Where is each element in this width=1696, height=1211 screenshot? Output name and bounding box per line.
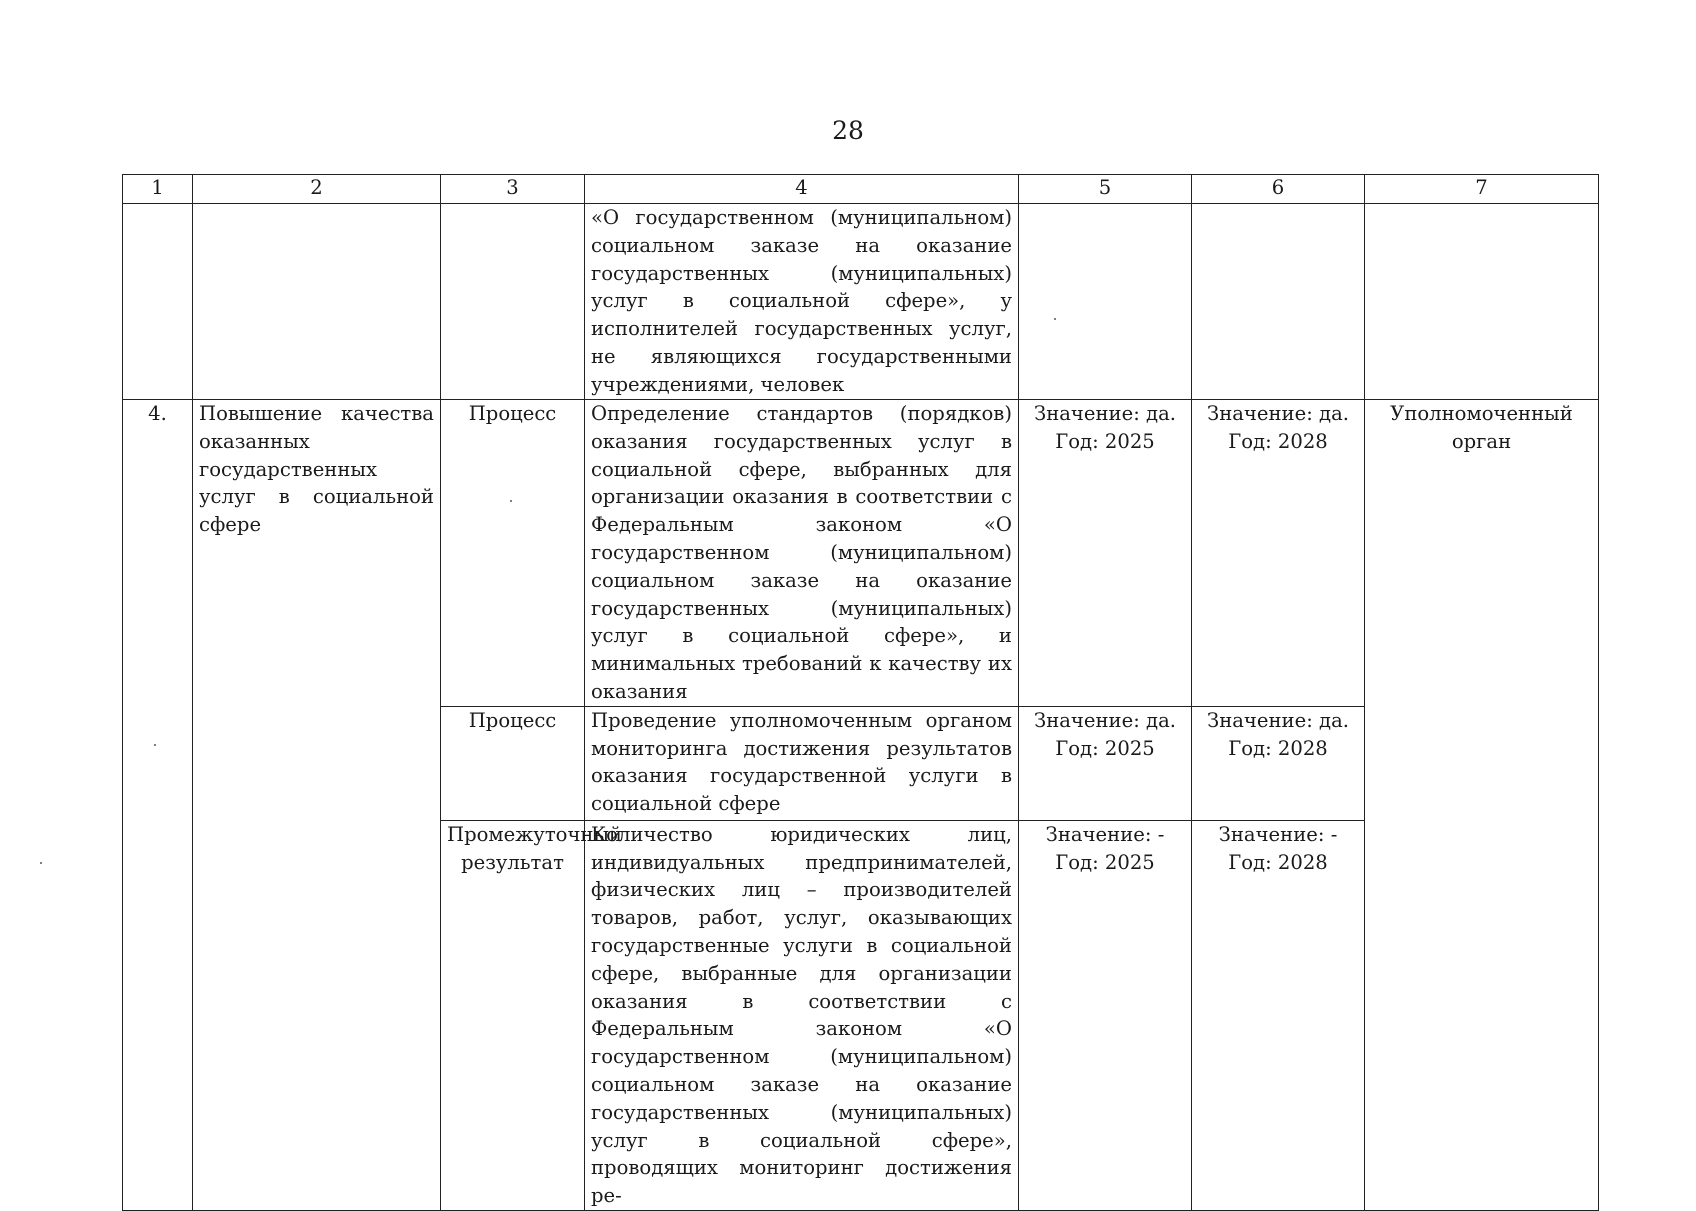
header-col-4: 4 [585, 175, 1019, 204]
header-col-2: 2 [193, 175, 441, 204]
item-base-value-3: Значение: - [1045, 822, 1165, 846]
item-target-year-1: Год: 2028 [1228, 429, 1328, 453]
continuation-cell-7 [1365, 204, 1599, 400]
measures-table [122, 174, 1599, 1211]
item-type-1: Процесс [441, 400, 585, 707]
item-target-2 [1192, 706, 1365, 820]
item-description-1: Определение стандартов (порядков) оказания государственных услуг в социальной сфере, выбранных для организации оказания в соответствии с Федеральным законом «О государственном (муниципальном) социальном заказе на оказание государственных (муниципальных) услуг в социальной сфере», и минимальных требований к качеству их оказания [585, 400, 1019, 707]
continuation-cell-3 [441, 204, 585, 400]
item-type-2: Процесс [441, 706, 585, 820]
item-base-year-2: Год: 2025 [1055, 736, 1155, 760]
continuation-row [123, 204, 1599, 400]
responsible-organ: Уполномоченный орган [1365, 400, 1599, 1211]
scan-speck [510, 500, 512, 502]
item-row-1 [123, 400, 1599, 707]
header-col-3: 3 [441, 175, 585, 204]
item-base-value-2: Значение: да. [1033, 708, 1177, 732]
item-target-1 [1192, 400, 1365, 707]
header-col-7: 7 [1365, 175, 1599, 204]
item-base-1 [1019, 400, 1192, 707]
item-target-value-3: Значение: - [1218, 822, 1338, 846]
item-base-year-3: Год: 2025 [1055, 850, 1155, 874]
continuation-description: «О государственном (муниципальном) социальном заказе на оказание государственных (муниципальных) услуг в социальной сфере», у исполнителей государственных услуг, не являющихся государственными учреждениями, человек [585, 204, 1019, 400]
header-col-1: 1 [123, 175, 193, 204]
item-description-2: Проведение уполномоченным органом мониторинга достижения результатов оказания государственной услуги в социальной сфере [585, 706, 1019, 820]
continuation-cell-1 [123, 204, 193, 400]
continuation-cell-2 [193, 204, 441, 400]
item-base-year-1: Год: 2025 [1055, 429, 1155, 453]
item-target-year-2: Год: 2028 [1228, 736, 1328, 760]
item-type-3: Промежуточный результат [441, 820, 585, 1210]
item-target-value-2: Значение: да. [1206, 708, 1350, 732]
header-row [123, 175, 1599, 204]
continuation-cell-6 [1192, 204, 1365, 400]
item-target-year-3: Год: 2028 [1228, 850, 1328, 874]
header-col-6: 6 [1192, 175, 1365, 204]
scan-speck [1054, 318, 1056, 320]
item-target-3 [1192, 820, 1365, 1210]
item-base-3 [1019, 820, 1192, 1210]
row-number: 4. [123, 400, 193, 1211]
scan-speck [154, 744, 156, 746]
scan-speck [40, 862, 42, 864]
continuation-cell-5 [1019, 204, 1192, 400]
header-col-5: 5 [1019, 175, 1192, 204]
item-target-value-1: Значение: да. [1206, 402, 1350, 425]
page-number: 28 [832, 116, 864, 145]
item-base-2 [1019, 706, 1192, 820]
item-description-3: Количество юридических лиц, индивидуальных предпринимателей, физических лиц – производителей товаров, работ, услуг, оказывающих государственные услуги в социальной сфере, выбранные для организации оказания в соответствии с Федеральным законом «О государственном (муниципальном) социальном заказе на оказание государственных (муниципальных) услуг в социальной сфере», проводящих мониторинг достижения ре- [585, 820, 1019, 1210]
task-name: Повышение качества оказанных государственных услуг в социальной сфере [193, 400, 441, 1211]
item-base-value-1: Значение: да. [1033, 402, 1177, 425]
